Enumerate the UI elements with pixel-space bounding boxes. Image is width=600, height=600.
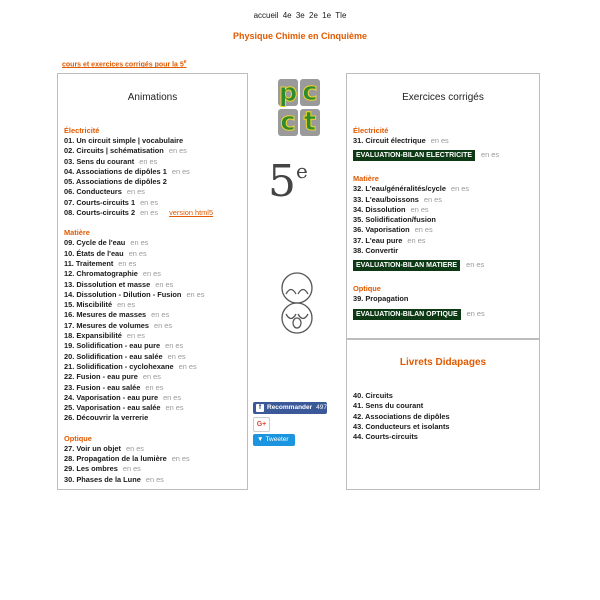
list-item <box>353 294 535 304</box>
evaluation-bilan-button[interactable]: EVALUATION-BILAN OPTIQUE <box>353 309 461 320</box>
list-item <box>353 205 535 215</box>
exercises-title: Exercices corrigés <box>402 92 484 103</box>
lang-link-es[interactable]: es <box>165 279 174 289</box>
lang-link-es[interactable]: es <box>181 454 190 464</box>
spacer <box>353 274 535 284</box>
lang-link-en[interactable]: en <box>186 289 195 299</box>
lang-link-en[interactable]: en <box>126 187 136 197</box>
lang-link-es[interactable]: es <box>150 197 159 207</box>
lang-link-en[interactable]: en <box>481 150 490 160</box>
list-item <box>64 157 243 167</box>
list-item <box>64 167 243 177</box>
tweet-label: Tweeter <box>265 436 289 443</box>
lang-link-en[interactable]: en <box>430 136 439 145</box>
list-item <box>64 146 243 156</box>
item-link[interactable]: 11. Traitement <box>64 258 114 268</box>
lang-link-en[interactable]: en <box>423 194 433 204</box>
lang-link-es[interactable]: es <box>179 146 187 156</box>
lang-link-en[interactable]: en <box>466 260 475 270</box>
list-item <box>64 259 243 269</box>
lang-link-en[interactable]: en <box>122 464 132 474</box>
item-link[interactable]: 31. Circuit électrique <box>353 136 426 145</box>
list-item <box>64 249 243 259</box>
lang-link-es[interactable]: es <box>175 403 184 413</box>
lang-link-en[interactable]: en <box>125 443 135 453</box>
item-link[interactable]: 36. Vaporisation <box>353 225 410 235</box>
courses-link[interactable] <box>62 59 187 68</box>
list-item <box>64 331 243 341</box>
spacer <box>64 218 243 228</box>
animations-panel <box>57 73 248 490</box>
google-plus-button[interactable] <box>253 417 270 432</box>
lang-link-es[interactable]: es <box>476 308 485 318</box>
section-heading: Électricité <box>353 126 389 135</box>
lang-link-es[interactable]: es <box>138 248 147 258</box>
lang-link-es[interactable]: es <box>188 361 197 371</box>
facebook-recommend-button[interactable] <box>253 402 327 414</box>
list-item <box>64 269 243 279</box>
lang-link-en[interactable]: en <box>163 392 172 402</box>
list-item <box>64 362 243 372</box>
list-item <box>64 372 243 382</box>
list-item <box>64 352 243 362</box>
booklets-title: Livrets Didapages <box>399 357 487 368</box>
list-item <box>353 412 535 422</box>
item-link[interactable]: 19. Solidification - eau pure <box>64 341 161 351</box>
lang-link-en[interactable]: en <box>171 454 180 464</box>
section-heading: Matière <box>64 228 90 238</box>
courses-link-sup: e <box>183 59 187 65</box>
lang-link-es[interactable]: es <box>164 320 173 330</box>
list-item <box>64 475 243 485</box>
spacer <box>64 424 243 434</box>
lang-link-en[interactable]: en <box>407 235 416 245</box>
list-item <box>64 177 243 187</box>
lang-link-es[interactable]: es <box>133 464 141 474</box>
section-heading: Optique <box>353 284 381 294</box>
lang-link-es[interactable]: es <box>417 235 426 245</box>
evaluation-row <box>353 307 535 321</box>
item-link[interactable]: 09. Cycle de l'eau <box>64 238 126 248</box>
evaluation-row <box>353 258 535 272</box>
list-item <box>64 413 243 423</box>
lang-link-es[interactable]: es <box>173 392 182 402</box>
lang-link-en[interactable]: en <box>168 146 178 156</box>
svg-text:p: p <box>278 78 298 108</box>
item-link[interactable]: 24. Vaporisation - eau pure <box>64 392 159 402</box>
lang-link-en[interactable]: en <box>145 474 155 484</box>
item-link[interactable]: 39. Propagation <box>353 294 409 304</box>
item-link[interactable]: 26. Découvrir la verrerie <box>64 413 149 423</box>
list-item <box>353 432 535 442</box>
item-link[interactable]: 06. Conducteurs <box>64 187 122 197</box>
svg-text:c: c <box>280 107 296 137</box>
item-link[interactable]: 15. Miscibilité <box>64 300 113 310</box>
lang-link-en[interactable]: en <box>140 208 149 218</box>
lang-link-en[interactable]: en <box>130 238 139 248</box>
list-item <box>64 403 243 413</box>
nav-link-1e[interactable]: 1e <box>322 11 332 20</box>
tweet-button[interactable] <box>253 434 295 446</box>
list-item <box>64 136 243 146</box>
lang-link-es[interactable]: es <box>137 331 145 341</box>
html5-version-link[interactable]: version html5 <box>169 208 214 218</box>
list-item <box>353 401 535 411</box>
courses-link-text: cours et exercices corrigés pour la 5 <box>62 61 184 69</box>
list-item <box>64 464 243 474</box>
item-link[interactable]: 42. Associations de dipôles <box>353 411 450 421</box>
spacer <box>353 164 535 174</box>
lang-link-en[interactable]: en <box>140 197 149 207</box>
lang-link-es[interactable]: es <box>420 204 429 214</box>
list-item <box>64 187 243 197</box>
booklets-list <box>353 391 535 442</box>
item-link[interactable]: 08. Courts-circuits 2 <box>64 208 136 218</box>
nav-link-accueil[interactable]: accueil <box>253 11 279 20</box>
facebook-count: 497 <box>316 404 328 411</box>
list-item <box>353 136 535 146</box>
nav-link-2e[interactable]: 2e <box>309 11 318 20</box>
lang-link-es[interactable]: es <box>440 136 449 145</box>
list-item <box>64 208 243 218</box>
list-item <box>64 280 243 290</box>
lang-link-es[interactable]: es <box>424 225 433 235</box>
item-link[interactable]: 37. L'eau pure <box>353 235 403 245</box>
item-link[interactable]: 05. Associations de dipôles 2 <box>64 177 167 187</box>
list-item <box>64 383 243 393</box>
section-heading: Matière <box>353 174 379 184</box>
google-plus-icon: G+ <box>256 421 267 428</box>
exercises-list <box>353 126 535 323</box>
exercises-panel <box>346 73 540 339</box>
list-item <box>353 215 535 225</box>
item-link[interactable]: 03. Sens du courant <box>64 156 135 166</box>
item-link[interactable]: 43. Conducteurs et isolants <box>353 421 450 431</box>
item-link[interactable]: 10. États de l'eau <box>64 248 124 258</box>
lang-link-en[interactable]: en <box>145 382 154 392</box>
svg-text:t: t <box>303 107 317 137</box>
lang-link-en[interactable]: en <box>450 184 460 194</box>
lang-link-es[interactable]: es <box>196 289 205 299</box>
lang-link-es[interactable]: es <box>150 208 159 218</box>
top-nav <box>0 11 600 20</box>
lang-link-en[interactable]: en <box>165 341 174 351</box>
item-link[interactable]: 23. Fusion - eau salée <box>64 382 141 392</box>
lang-link-en[interactable]: en <box>142 269 152 279</box>
list-item <box>64 310 243 320</box>
lang-link-en[interactable]: en <box>171 166 181 176</box>
pcct-logo <box>277 78 321 138</box>
lang-link-es[interactable]: es <box>153 372 161 382</box>
lang-link-en[interactable]: en <box>139 156 148 166</box>
item-link[interactable]: 04. Associations de dipôles 1 <box>64 166 167 176</box>
item-link[interactable]: 01. Un circuit simple | vocabulaire <box>64 136 184 145</box>
item-link[interactable]: 21. Solidification - cyclohexane <box>64 361 174 371</box>
surprised-face-icon <box>268 268 326 340</box>
item-link[interactable]: 13. Dissolution et masse <box>64 279 151 289</box>
lang-link-en[interactable]: en <box>466 308 475 318</box>
lang-link-es[interactable]: es <box>434 194 442 204</box>
list-item <box>64 290 243 300</box>
evaluation-row <box>353 148 535 162</box>
item-link[interactable]: 20. Solidification - eau salée <box>64 351 163 361</box>
list-item <box>64 321 243 331</box>
list-item <box>353 184 535 194</box>
lang-link-es[interactable]: es <box>137 187 145 197</box>
list-item <box>64 393 243 403</box>
evaluation-bilan-button[interactable]: EVALUATION-BILAN MATIERE <box>353 260 460 271</box>
lang-link-es[interactable]: es <box>156 474 164 484</box>
lang-link-en[interactable]: en <box>128 248 137 258</box>
grade-heading <box>268 156 308 207</box>
evaluation-bilan-button[interactable]: EVALUATION-BILAN ELECTRICITE <box>353 150 475 161</box>
item-link[interactable]: 25. Vaporisation - eau salée <box>64 403 161 413</box>
twitter-bird-icon: ▼ <box>257 436 264 443</box>
item-link[interactable]: 29. Les ombres <box>64 464 118 474</box>
item-link[interactable]: 33. L'eau/boissons <box>353 194 419 204</box>
item-link[interactable]: 44. Courts-circuits <box>353 432 418 442</box>
item-link[interactable]: 02. Circuits | schématisation <box>64 146 164 156</box>
lang-link-en[interactable]: en <box>151 310 160 320</box>
item-link[interactable]: 28. Propagation de la lumière <box>64 454 167 464</box>
item-link[interactable]: 30. Phases de la Lune <box>64 474 141 484</box>
grade-sup: e <box>296 159 308 184</box>
lang-link-es[interactable]: es <box>149 156 158 166</box>
lang-link-es[interactable]: es <box>153 269 161 279</box>
list-item <box>64 444 243 454</box>
site-title: Physique Chimie en Cinquième <box>232 31 368 41</box>
lang-link-es[interactable]: es <box>161 310 170 320</box>
item-link[interactable]: 16. Mesures de masses <box>64 310 147 320</box>
list-item <box>353 195 535 205</box>
lang-link-en[interactable]: en <box>154 320 163 330</box>
facebook-icon: f <box>256 404 264 412</box>
list-item <box>353 225 535 235</box>
svg-text:c: c <box>302 78 318 107</box>
lang-link-es[interactable]: es <box>476 260 485 270</box>
nav-link-tle[interactable]: Tle <box>335 11 347 20</box>
item-link[interactable]: 32. L'eau/généralités/cycle <box>353 184 446 194</box>
list-item <box>64 238 243 248</box>
lang-link-es[interactable]: es <box>128 258 137 268</box>
list-item <box>353 422 535 432</box>
item-link[interactable]: 34. Dissolution <box>353 204 406 214</box>
lang-link-en[interactable]: en <box>165 403 174 413</box>
lang-link-en[interactable]: en <box>117 300 126 310</box>
facebook-label: Recommander <box>267 404 313 411</box>
lang-link-en[interactable]: en <box>410 204 419 214</box>
animations-title: Animations <box>127 92 178 103</box>
animations-list <box>64 126 243 485</box>
section-heading: Électricité <box>64 126 100 135</box>
lang-link-es[interactable]: es <box>127 300 136 310</box>
grade-number: 5 <box>268 156 296 207</box>
item-link[interactable]: 35. Solidification/fusion <box>353 215 436 225</box>
lang-link-es[interactable]: es <box>461 184 470 194</box>
lang-link-en[interactable]: en <box>178 361 187 371</box>
list-item <box>64 300 243 310</box>
lang-link-en[interactable]: en <box>118 258 127 268</box>
lang-link-en[interactable]: en <box>155 279 164 289</box>
lang-link-en[interactable]: en <box>126 331 136 341</box>
item-link[interactable]: 12. Chromatographie <box>64 269 138 279</box>
list-item <box>353 246 535 256</box>
item-link[interactable]: 14. Dissolution - Dilution - Fusion <box>64 289 182 299</box>
item-link[interactable]: 07. Courts-circuits 1 <box>64 197 136 207</box>
lang-link-es[interactable]: es <box>175 341 184 351</box>
section-heading: Optique <box>64 433 92 443</box>
lang-link-en[interactable]: en <box>414 225 423 235</box>
lang-link-es[interactable]: es <box>491 150 500 160</box>
lang-link-en[interactable]: en <box>142 372 152 382</box>
booklets-panel <box>346 339 540 490</box>
item-link[interactable]: 18. Expansibilité <box>64 331 122 341</box>
item-link[interactable]: 38. Convertir <box>353 246 399 256</box>
item-link[interactable]: 41. Sens du courant <box>353 401 424 411</box>
item-link[interactable]: 22. Fusion - eau pure <box>64 372 138 382</box>
lang-link-es[interactable]: es <box>182 166 190 176</box>
lang-link-es[interactable]: es <box>136 443 144 453</box>
list-item <box>64 198 243 208</box>
lang-link-en[interactable]: en <box>167 351 176 361</box>
list-item <box>353 236 535 246</box>
list-item <box>353 391 535 401</box>
nav-link-3e[interactable]: 3e <box>295 11 305 20</box>
list-item <box>64 454 243 464</box>
lang-link-es[interactable]: es <box>155 382 164 392</box>
item-link[interactable]: 40. Circuits <box>353 391 393 400</box>
lang-link-es[interactable]: es <box>140 238 149 248</box>
list-item <box>64 341 243 351</box>
lang-link-es[interactable]: es <box>177 351 186 361</box>
item-link[interactable]: 17. Mesures de volumes <box>64 320 150 330</box>
nav-link-4e[interactable]: 4e <box>282 11 292 20</box>
item-link[interactable]: 27. Voir un objet <box>64 443 121 453</box>
